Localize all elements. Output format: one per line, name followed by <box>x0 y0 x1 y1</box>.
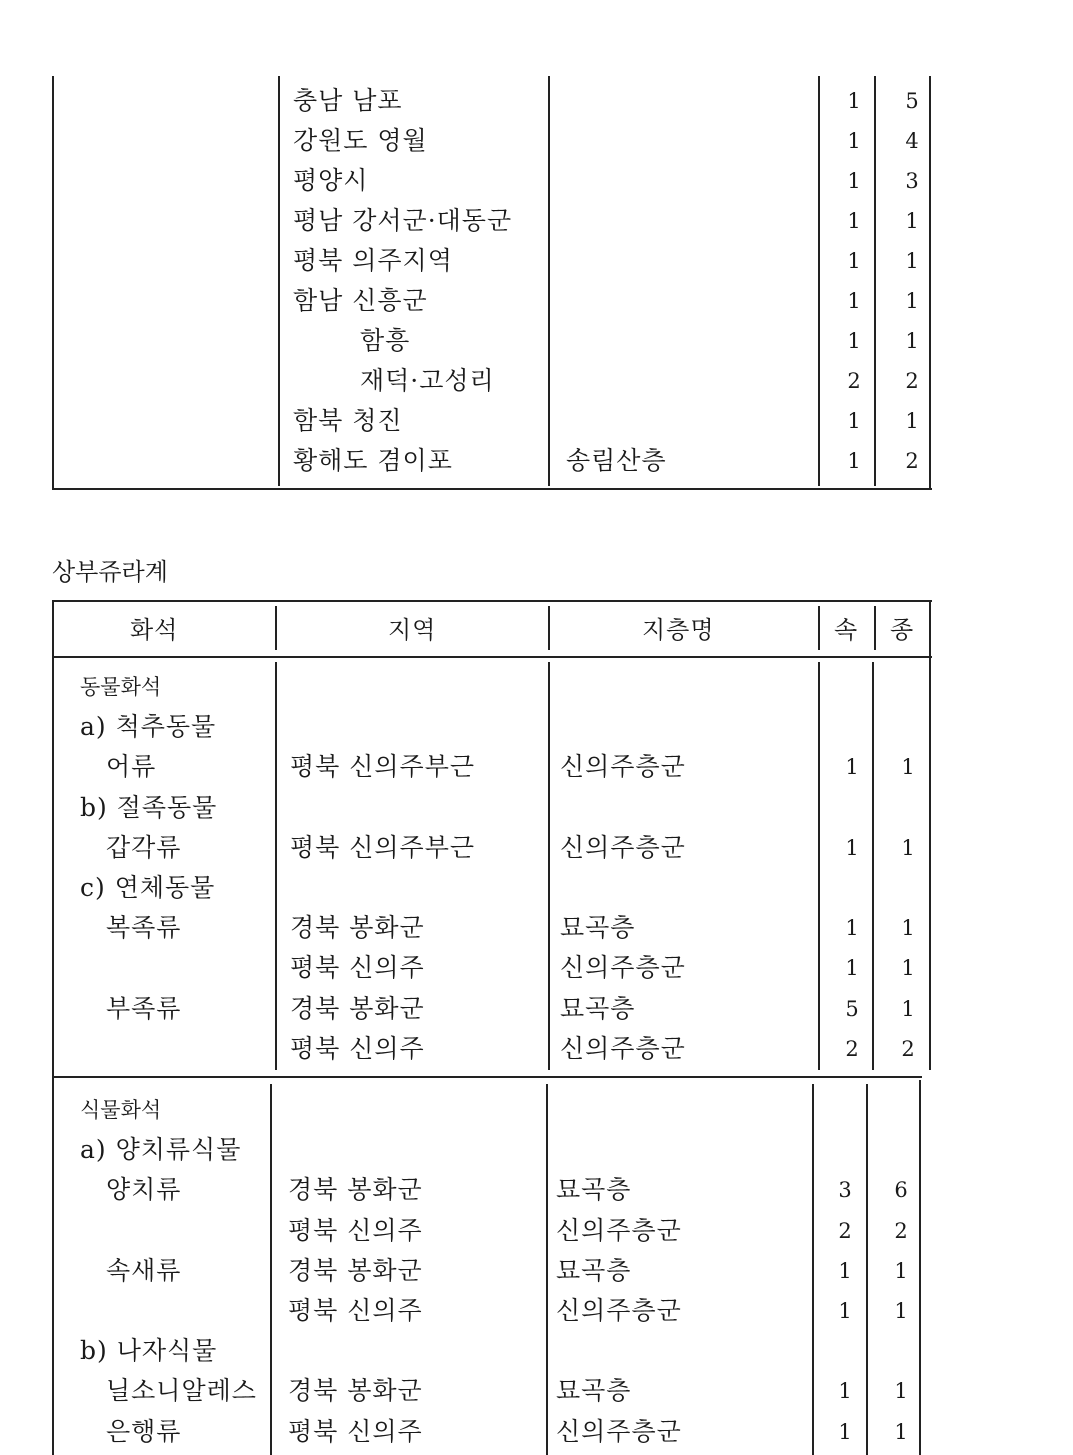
formation-cell: 신의주층군 <box>556 1215 682 1245</box>
main-table-right-border-lower <box>919 1080 921 1455</box>
formation-cell: 묘곡층 <box>556 1255 632 1285</box>
species-cell: 6 <box>894 1178 908 1203</box>
formation-cell: 신의주층군 <box>556 1416 682 1446</box>
header-divider-4 <box>874 606 876 650</box>
top-table-bottom-rule <box>52 488 932 490</box>
top-row-region: 평북 의주지역 <box>293 246 453 275</box>
top-table-left-border <box>52 76 54 490</box>
formation-cell: 신의주층군 <box>556 1296 682 1325</box>
header-formation: 지층명 <box>642 616 715 644</box>
fossil-name: 복족류 <box>106 913 182 943</box>
genus-cell: 1 <box>838 1379 852 1404</box>
animal-plant-separator <box>52 1076 922 1078</box>
top-row-genus: 1 <box>847 209 861 233</box>
fossil-name: 속새류 <box>106 1255 182 1285</box>
genus-cell: 1 <box>838 1419 852 1444</box>
top-table-divider-region-formation <box>548 76 550 486</box>
top-row-genus: 1 <box>847 89 861 113</box>
species-cell: 1 <box>894 1419 908 1444</box>
formation-cell: 묘곡층 <box>560 913 636 943</box>
top-row-region: 평남 강서군·대동군 <box>293 206 513 235</box>
top-row-species: 5 <box>905 89 919 113</box>
formation-cell: 신의주층군 <box>560 832 686 862</box>
fossil-name: b) 절족동물 <box>80 792 218 822</box>
top-row-genus: 1 <box>847 289 861 313</box>
genus-cell: 2 <box>838 1218 852 1243</box>
top-row-region: 황해도 겸이포 <box>293 446 453 475</box>
genus-cell: 5 <box>845 996 859 1021</box>
header-genus: 속 <box>834 616 859 644</box>
header-divider-1 <box>275 606 277 650</box>
formation-cell: 묘곡층 <box>556 1175 632 1205</box>
genus-cell: 1 <box>845 956 859 981</box>
region-cell: 경북 봉화군 <box>288 1376 423 1406</box>
header-region: 지역 <box>388 616 437 644</box>
header-divider-3 <box>818 606 820 650</box>
top-row-region: 재덕·고성리 <box>360 366 495 395</box>
genus-cell: 2 <box>845 1036 859 1061</box>
animal-divider-genus-species <box>872 662 874 1070</box>
species-cell: 2 <box>901 1036 915 1061</box>
top-row-region: 충남 남포 <box>293 86 403 115</box>
top-row-genus: 1 <box>847 409 861 433</box>
top-table-right-border <box>929 76 931 490</box>
animal-divider-fossil-region <box>275 662 277 1070</box>
region-cell: 평북 신의주부근 <box>290 752 475 782</box>
top-row-region: 함남 신흥군 <box>293 286 428 315</box>
top-row-species: 1 <box>905 249 919 273</box>
fossil-name: 닐소니알레스 <box>106 1376 257 1406</box>
region-cell: 평북 신의주부근 <box>290 832 475 862</box>
plant-divider-genus-species <box>866 1084 868 1455</box>
species-cell: 1 <box>901 755 915 780</box>
top-row-genus: 1 <box>847 249 861 273</box>
top-row-species: 2 <box>905 369 919 393</box>
fossil-name: b) 나자식물 <box>80 1336 218 1366</box>
top-row-genus: 2 <box>847 369 861 393</box>
genus-cell: 3 <box>838 1178 852 1203</box>
plant-divider-region-formation <box>546 1084 548 1455</box>
region-cell: 평북 신의주 <box>290 953 425 983</box>
species-cell: 1 <box>894 1258 908 1283</box>
top-row-species: 1 <box>905 409 919 433</box>
genus-cell: 1 <box>845 835 859 860</box>
plant-divider-fossil-region <box>270 1084 272 1455</box>
header-fossil: 화석 <box>130 616 179 644</box>
species-cell: 1 <box>894 1299 908 1323</box>
top-table-divider-fossil-region <box>278 76 280 486</box>
species-cell: 2 <box>894 1218 908 1243</box>
fossil-name: a) 척추동물 <box>80 712 217 742</box>
plant-divider-formation-genus <box>812 1084 814 1455</box>
top-row-region: 강원도 영월 <box>293 126 428 155</box>
main-table-top-rule <box>52 600 932 602</box>
species-cell: 1 <box>901 916 915 941</box>
region-cell: 경북 봉화군 <box>288 1255 423 1285</box>
top-row-species: 3 <box>905 169 919 193</box>
genus-cell: 1 <box>845 916 859 941</box>
region-cell: 평북 신의주 <box>288 1296 423 1325</box>
top-row-region: 함북 청진 <box>293 406 403 435</box>
formation-cell: 묘곡층 <box>560 993 636 1023</box>
header-divider-2 <box>548 606 550 650</box>
top-row-genus: 1 <box>847 449 861 473</box>
fossil-name: 식물화석 <box>80 1098 162 1122</box>
formation-cell: 신의주층군 <box>560 953 686 983</box>
top-table-divider-formation-genus <box>818 76 820 486</box>
top-row-species: 1 <box>905 329 919 353</box>
top-row-species: 2 <box>905 449 919 473</box>
header-species: 종 <box>890 616 915 644</box>
region-cell: 평북 신의주 <box>288 1215 423 1245</box>
header-bottom-rule <box>52 656 932 658</box>
formation-cell: 묘곡층 <box>556 1376 632 1406</box>
main-table-left-border <box>52 600 54 1455</box>
species-cell: 1 <box>901 996 915 1021</box>
genus-cell: 1 <box>845 755 859 780</box>
fossil-name: 동물화석 <box>80 675 162 699</box>
region-cell: 경북 봉화군 <box>290 913 425 943</box>
top-row-genus: 1 <box>847 129 861 153</box>
formation-cell: 신의주층군 <box>560 752 686 782</box>
top-row-genus: 1 <box>847 329 861 353</box>
main-table-right-border <box>929 600 931 1070</box>
top-row-species: 1 <box>905 289 919 313</box>
region-cell: 평북 신의주 <box>290 1033 425 1063</box>
top-row-species: 1 <box>905 209 919 233</box>
genus-cell: 1 <box>838 1258 852 1283</box>
fossil-name: c) 연체동물 <box>80 873 216 902</box>
region-cell: 경북 봉화군 <box>290 993 425 1023</box>
fossil-name: 부족류 <box>106 993 182 1023</box>
species-cell: 1 <box>894 1379 908 1404</box>
species-cell: 1 <box>901 956 915 981</box>
fossil-name: 어류 <box>106 752 157 782</box>
top-table-divider-genus-species <box>874 76 876 486</box>
region-cell: 경북 봉화군 <box>288 1175 423 1205</box>
animal-divider-region-formation <box>548 662 550 1070</box>
top-row-species: 4 <box>905 129 919 153</box>
genus-cell: 1 <box>838 1299 852 1323</box>
fossil-name: 은행류 <box>106 1416 182 1446</box>
top-row-region: 함흥 <box>360 326 411 355</box>
fossil-name: 갑각류 <box>106 832 182 862</box>
section-title: 상부쥬라계 <box>52 558 168 586</box>
top-row-formation: 송림산층 <box>566 446 667 475</box>
region-cell: 평북 신의주 <box>288 1416 423 1446</box>
animal-divider-formation-genus <box>818 662 820 1070</box>
top-row-region: 평양시 <box>293 166 369 195</box>
fossil-name: a) 양치류식물 <box>80 1135 242 1165</box>
fossil-name: 양치류 <box>106 1175 182 1205</box>
top-row-genus: 1 <box>847 169 861 193</box>
species-cell: 1 <box>901 835 915 860</box>
formation-cell: 신의주층군 <box>560 1033 686 1063</box>
